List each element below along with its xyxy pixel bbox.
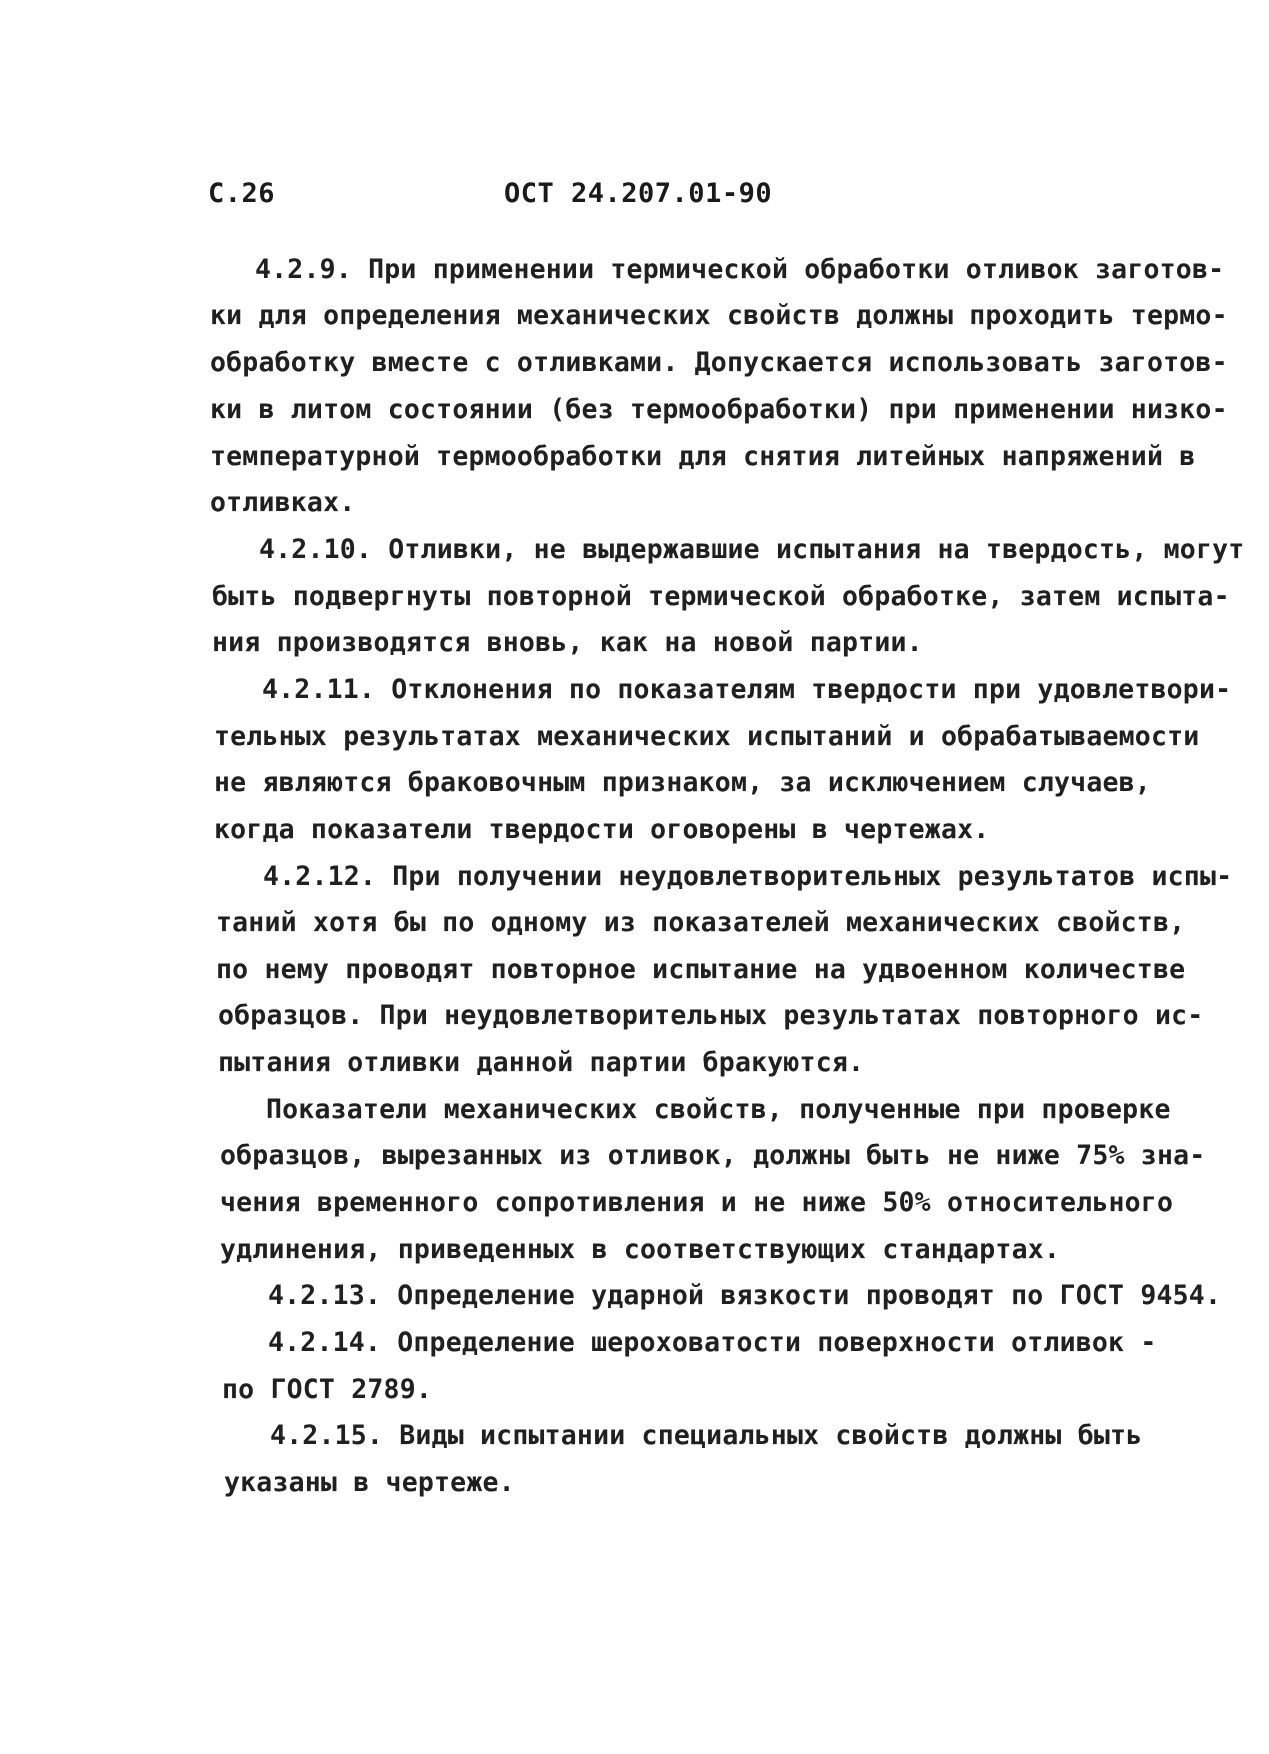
text-line: тельных результатах механических испытаний и обрабатываемости [214,721,1200,752]
text-line: обработку вместе с отливками. Допускается использовать заготов- [210,347,1228,378]
text-line: ния производятся вновь, как на новой партии. [212,627,923,658]
text-line: ки в литом состоянии (без термообработки) при применении низко- [210,394,1228,425]
text-line: таний хотя бы по одному из показателей механических свойств, [216,907,1186,938]
text-line: по ГОСТ 2789. [222,1374,433,1405]
text-line: 4.2.13. Определение ударной вязкости проводят по ГОСТ 9454. [268,1280,1222,1311]
page-header [208,178,1208,218]
text-line: когда показатели твердости оговорены в чертежах. [214,814,990,845]
text-line: чения временного сопротивления и не ниже 50% относительного [220,1187,1174,1218]
document-code: ОСТ 24.207.01-90 [504,178,773,209]
text-line: быть подвергнуты повторной термической обработке, затем испыта- [212,581,1230,612]
text-line: Показатели механических свойств, полученные при проверке [266,1094,1171,1125]
text-line: 4.2.10. Отливки, не выдержавшие испытания на твердость, могут [259,534,1245,565]
text-line: 4.2.12. При получении неудовлетворительных результатов испы- [263,861,1233,892]
text-line: 4.2.14. Определение шероховатости поверхности отливок - [268,1327,1157,1358]
text-line: 4.2.9. При применении термической обработки отливок заготов- [255,254,1225,285]
text-line: по нему проводят повторное испытание на удвоенном количестве [216,954,1186,985]
text-line: 4.2.15. Виды испытании специальных свойств должны быть [270,1420,1143,1451]
page-number: С.26 [208,178,276,209]
text-line: пытания отливки данной партии бракуются. [218,1047,865,1078]
text-line: не являются браковочным признаком, за исключением случаев, [214,767,1151,798]
text-line: указаны в чертеже. [224,1467,515,1498]
text-line: отливках. [210,487,356,518]
text-line: образцов. При неудовлетворительных результатах повторного ис- [218,1000,1204,1031]
text-line: 4.2.11. Отклонения по показателям твердости при удовлетвори- [262,674,1232,705]
text-line: ки для определения механических свойств должны проходить термо- [210,300,1228,331]
text-line: температурной термообработки для снятия литейных напряжений в [210,441,1196,472]
text-line: удлинения, приведенных в соответствующих стандартах. [220,1234,1061,1265]
text-line: образцов, вырезанных из отливок, должны быть не ниже 75% зна- [220,1140,1206,1171]
